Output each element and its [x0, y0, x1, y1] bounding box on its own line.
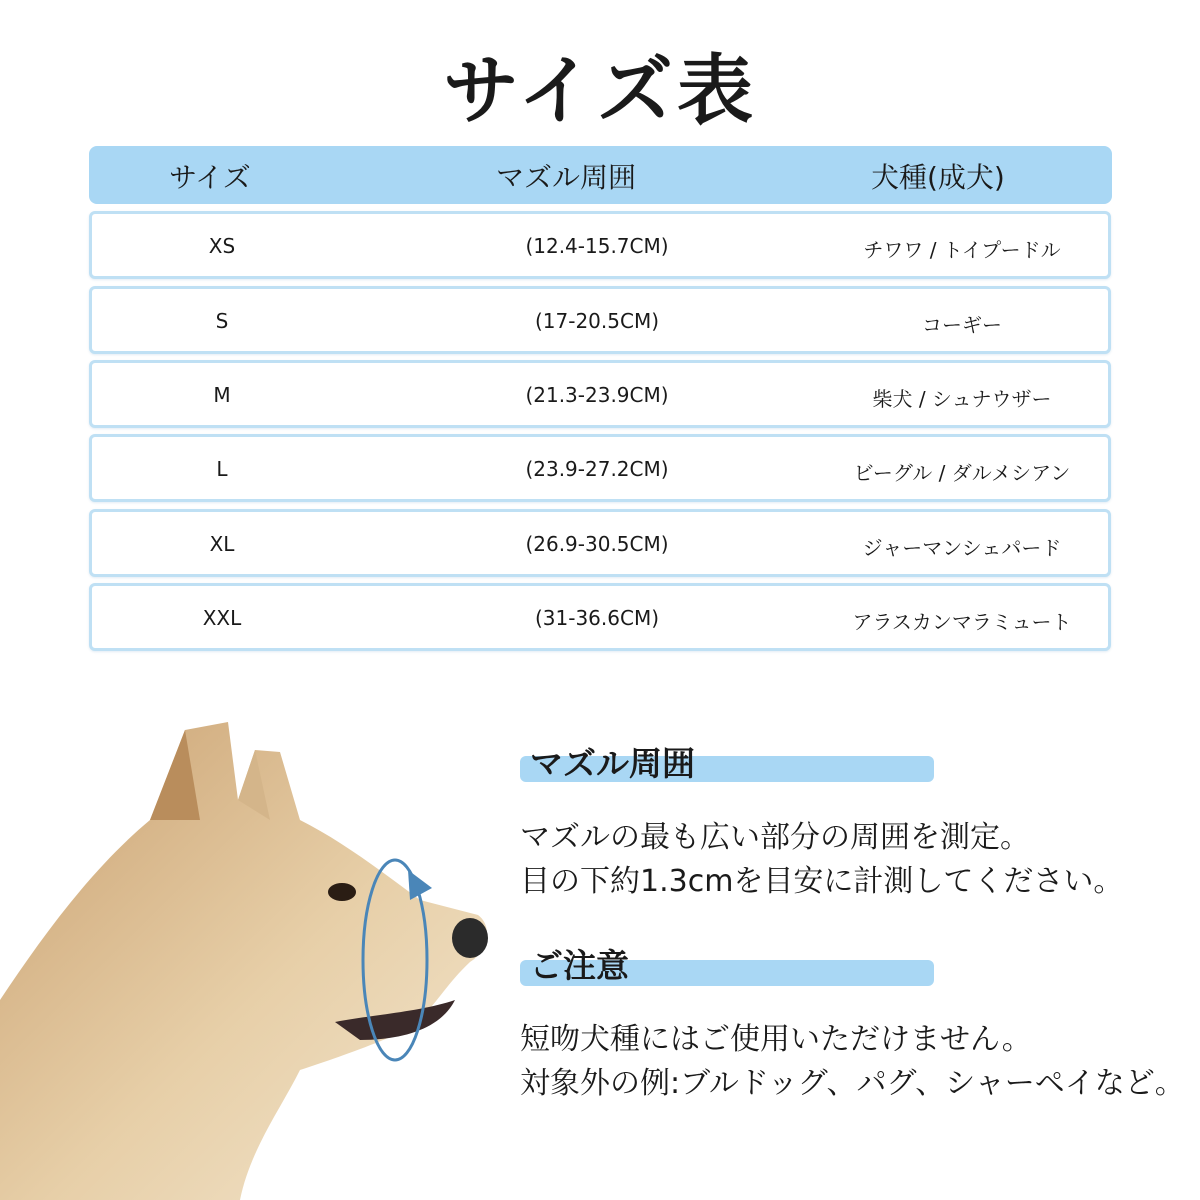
- cell-muzzle: (31-36.6CM): [534, 606, 660, 630]
- cell-breed: ビーグル / ダルメシアン: [853, 461, 1071, 485]
- cell-size: M: [213, 383, 231, 407]
- cell-size: XS: [208, 234, 236, 258]
- cell-breed: ジャーマンシェパード: [862, 536, 1062, 560]
- muzzle-line-1: マズルの最も広い部分の周囲を測定。: [520, 820, 1030, 855]
- cell-muzzle: (21.3-23.9CM): [525, 383, 669, 407]
- cell-muzzle: (26.9-30.5CM): [525, 532, 669, 556]
- header-breed: 犬種(成犬): [871, 161, 1005, 194]
- table-row: [89, 286, 1111, 354]
- table-row: [89, 434, 1111, 502]
- muzzle-line-2: 目の下約1.3cmを目安に計測してください。: [520, 864, 1124, 899]
- table-row: [89, 360, 1111, 428]
- cell-breed: チワワ / トイプードル: [863, 238, 1061, 262]
- header-size: サイズ: [169, 161, 251, 194]
- caution-line-1: 短吻犬種にはご使用いただけません。: [520, 1022, 1032, 1057]
- dog-nose: [452, 918, 488, 958]
- cell-size: S: [215, 309, 229, 333]
- cell-breed: アラスカンマラミュート: [852, 610, 1072, 634]
- cell-breed: 柴犬 / シュナウザー: [872, 387, 1052, 411]
- cell-size: XL: [209, 532, 235, 556]
- header-muzzle: マズル周囲: [496, 161, 637, 194]
- table-row: [89, 583, 1111, 651]
- muzzle-section-title: マズル周囲: [530, 744, 695, 783]
- cell-size: XXL: [202, 606, 242, 630]
- caution-line-2: 対象外の例:ブルドッグ、パグ、シャーペイなど。: [520, 1066, 1185, 1101]
- caution-text: [520, 1018, 1185, 1106]
- dog-illustration: [0, 700, 500, 1200]
- cell-muzzle: (12.4-15.7CM): [525, 234, 669, 258]
- table-row: [89, 509, 1111, 577]
- cell-muzzle: (23.9-27.2CM): [525, 457, 669, 481]
- size-table-header: [89, 146, 1112, 204]
- caution-section-title: ご注意: [530, 946, 629, 985]
- cell-muzzle: (17-20.5CM): [534, 309, 660, 333]
- table-row: [89, 211, 1111, 279]
- muzzle-instructions: [520, 816, 1123, 904]
- page-title: サイズ表: [443, 46, 757, 135]
- cell-breed: コーギー: [922, 313, 1002, 337]
- cell-size: L: [216, 457, 228, 481]
- dog-eye: [328, 883, 356, 901]
